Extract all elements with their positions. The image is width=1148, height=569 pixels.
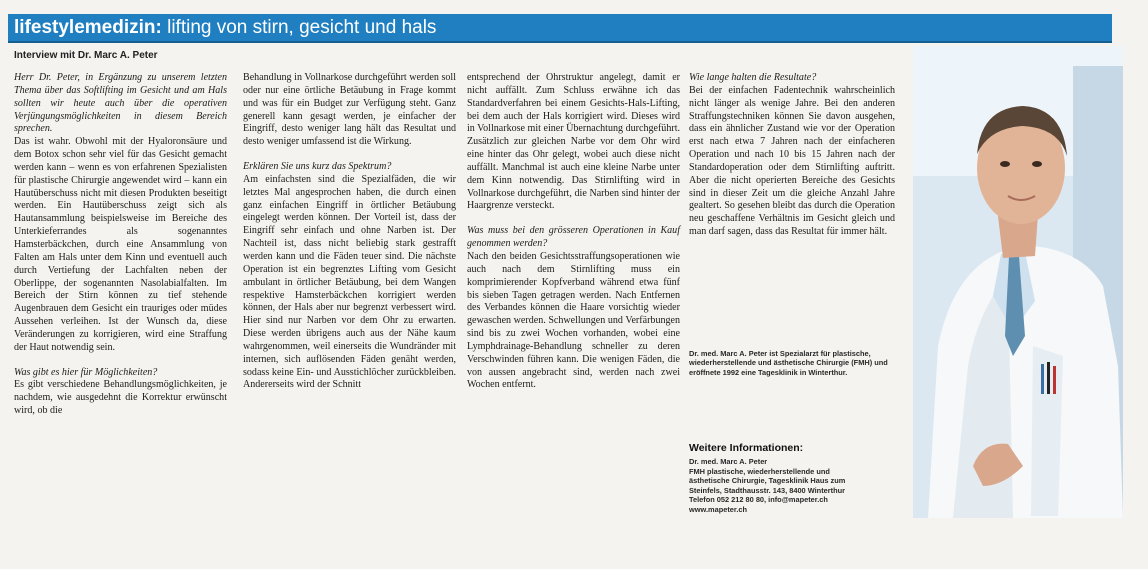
more-info-line: Steinfels, Stadthausstr. 143, 8400 Winterthur [689,485,846,495]
answer-2: Es gibt verschiedene Behandlungsmöglichkeiten, je nachdem, wie ausgedehnt die Korrektur erwünscht wird, ob die [14,379,227,417]
more-info-line: Telefon 052 212 80 80, info@mapeter.ch [689,495,828,504]
question-5: Wie lange halten die Resultate? [689,72,817,83]
subtitle: Interview mit Dr. Marc A. Peter [14,50,158,61]
text-column-3 [467,72,680,392]
question-2: Was gibt es hier für Möglichkeiten? [14,366,158,378]
headline-title: lifting von stirn, gesicht und hals [161,17,437,38]
more-info-line: www.mapeter.ch [689,504,748,514]
headline [14,14,436,41]
author-bio: Dr. med. Marc A. Peter ist Spezialarzt für plastische, wiederherstellende und ästhetische Chirurgie (FMH) und eröffnete 1992 eine Tagesklinik in Winterthur. [689,349,888,377]
text-column-2 [243,72,456,392]
answer-1: Das ist wahr. Obwohl mit der Hyaloronsäure und dem Botox schon sehr viel für das Gesicht gemacht werden kann – wenn es von erfahrenen Spezialisten für plastische Chirurgie angewendet wird – kann ein Hautüberschuss nicht mit diesen Produkten beseitigt werden. Ein Hautüberschuss zeigt sich als Hautansammlung beispielsweise im Bereiche des Unterkieferrandes als sogenanntes Hamsterbäckchen, durch eine Ansammlung von Falten am Hals unter dem Kinn und eventuell auch durch Vertiefung der Lachfalten neben der Oberlippe, der sogenannten Nasolabialfalten. Im Bereich der Stirn können zu tief stehende Augenbrauen dem Gesicht ein trauriges oder müdes Aussehen verleihen. Ist der Wunsch da, diese Veränderungen zu korrigieren, wird eine Straffung der Haut notwendig sein. [14,136,227,353]
more-info-line: ästhetische Chirurgie, Tagesklinik Haus zum [689,476,846,485]
answer-3-cont: entsprechend der Ohrstruktur angelegt, damit er nicht auffällt. Zum Schluss erwähne ich das Standardverfahren bei einem Gesichts-Hals-Lifting, bei dem auch der Hals korrigiert wird. Dieses wird in Vollnarkose mit einer Übernachtung durchgeführt. Zusätzlich zur gleichen Narbe vor dem Ohr wird eine hinter das Ohr gelegt, wobei auch diese nicht auffällt. Manchmal ist auch eine kleine Narbe unter dem Kinn notwendig. Das Stirnlifting wird in Vollnarkose durchgeführt, die Narben sind hinter der Haargrenze versteckt. [467,72,680,212]
more-info-line: FMH plastische, wiederherstellende und [689,466,830,476]
answer-4: Nach den beiden Gesichtsstraffungsoperationen wie auch nach dem Stirnlifting muss ein komprimierender Kopfverband während etwa fünf bis sieben Tagen getragen werden. Nach Entfernen des Verbandes können die Haare vorsichtig wieder gewaschen werden. Schwellungen und Verfärbungen sind bis zu zwei Wochen vorhanden, wobei eine Lymphdrainage-Behandlung schneller zu deren Verschwinden führen kann. Die wenigen Fäden, die von aussen angebracht sind, werden nach zwei Wochen entfernt. [467,250,680,391]
doctor-portrait-image [913,46,1123,518]
question-3: Erklären Sie uns kurz das Spektrum? [243,161,392,173]
answer-5: Bei der einfachen Fadentechnik wahrscheinlich nicht länger als wenige Jahre. Bei den anderen Straffungstechniken können Sie davon ausgehen, dass ein ähnlicher Zustand wie vor der Operation erst nach etwa 7 Jahren nach der einfacheren Operation und nach 10 bis 15 Jahren nach der Standardoperation oder dem Stirnlifting auftritt. Aber die nicht operierten Bereiche des Gesichts sind in dieser Zeit um die gleiche Anzahl Jahre gealtert. So gesehen bleibt das durch die Operation neu geschaffene Verhältnis im Gesicht gleich und man darf sagen, dass das Resultat für immer hält. [689,84,895,238]
question-1: Herr Dr. Peter, in Ergänzung zu unserem letzten Thema über das Softlifting im Gesicht und am Hals sollten wir heute auch über die operativen Verjüngungsmöglichkeiten in diesem Bereich sprechen. [14,72,227,135]
more-info-heading: Weitere Informationen: [689,442,804,454]
more-info-line: Dr. med. Marc A. Peter [689,457,768,466]
answer-3: Am einfachsten sind die Spezialfäden, die wir letztes Mal angesprochen haben, die durch einen ganz einfachen Eingriff in örtlicher Betäubung eingelegt werden können. Der Vorteil ist, dass der Eingriff sehr einfach und ohne Narben ist. Der Nachteil ist, dass nicht beliebig stark gestrafft werden kann und die Fäden teuer sind. Die nächste Operation ist ein begrenztes Lifting vom Gesicht ambulant in örtlicher Betäubung, bei dem Wangen respektive Hamsterbäckchen korrigiert werden können, der Hals aber nur begrenzt verbessert wird. Hier sind nur Narben vor dem Ohr zu erwarten. Diese werden übrigens auch aus der Nähe kaum wahrgenommen, weil einerseits die Wundränder mit internen, sich auflösenden Fäden genäht werden, sodass keine Ein- und Ausstichlöcher zurückbleiben. Andererseits wird der Schnitt [243,173,456,391]
more-info [689,457,899,514]
headline-bar [8,14,1112,43]
answer-2-cont: Behandlung in Vollnarkose durchgeführt werden soll oder nur eine örtliche Betäubung in Frage kommt und was für ein Budget zur Verfügung steht. Ganz generell kann gesagt werden, je einfacher der Eingriff, desto weniger lang hält das Resultat und desto weniger umfassend ist die Wirkung. [243,72,456,148]
headline-keyword: lifestylemedizin: [14,17,162,38]
doctor-portrait-photo [913,46,1123,518]
text-column-4 [689,72,895,239]
question-4: Was muss bei den grösseren Operationen in Kauf genommen werden? [467,225,680,250]
text-column-1 [14,72,227,418]
